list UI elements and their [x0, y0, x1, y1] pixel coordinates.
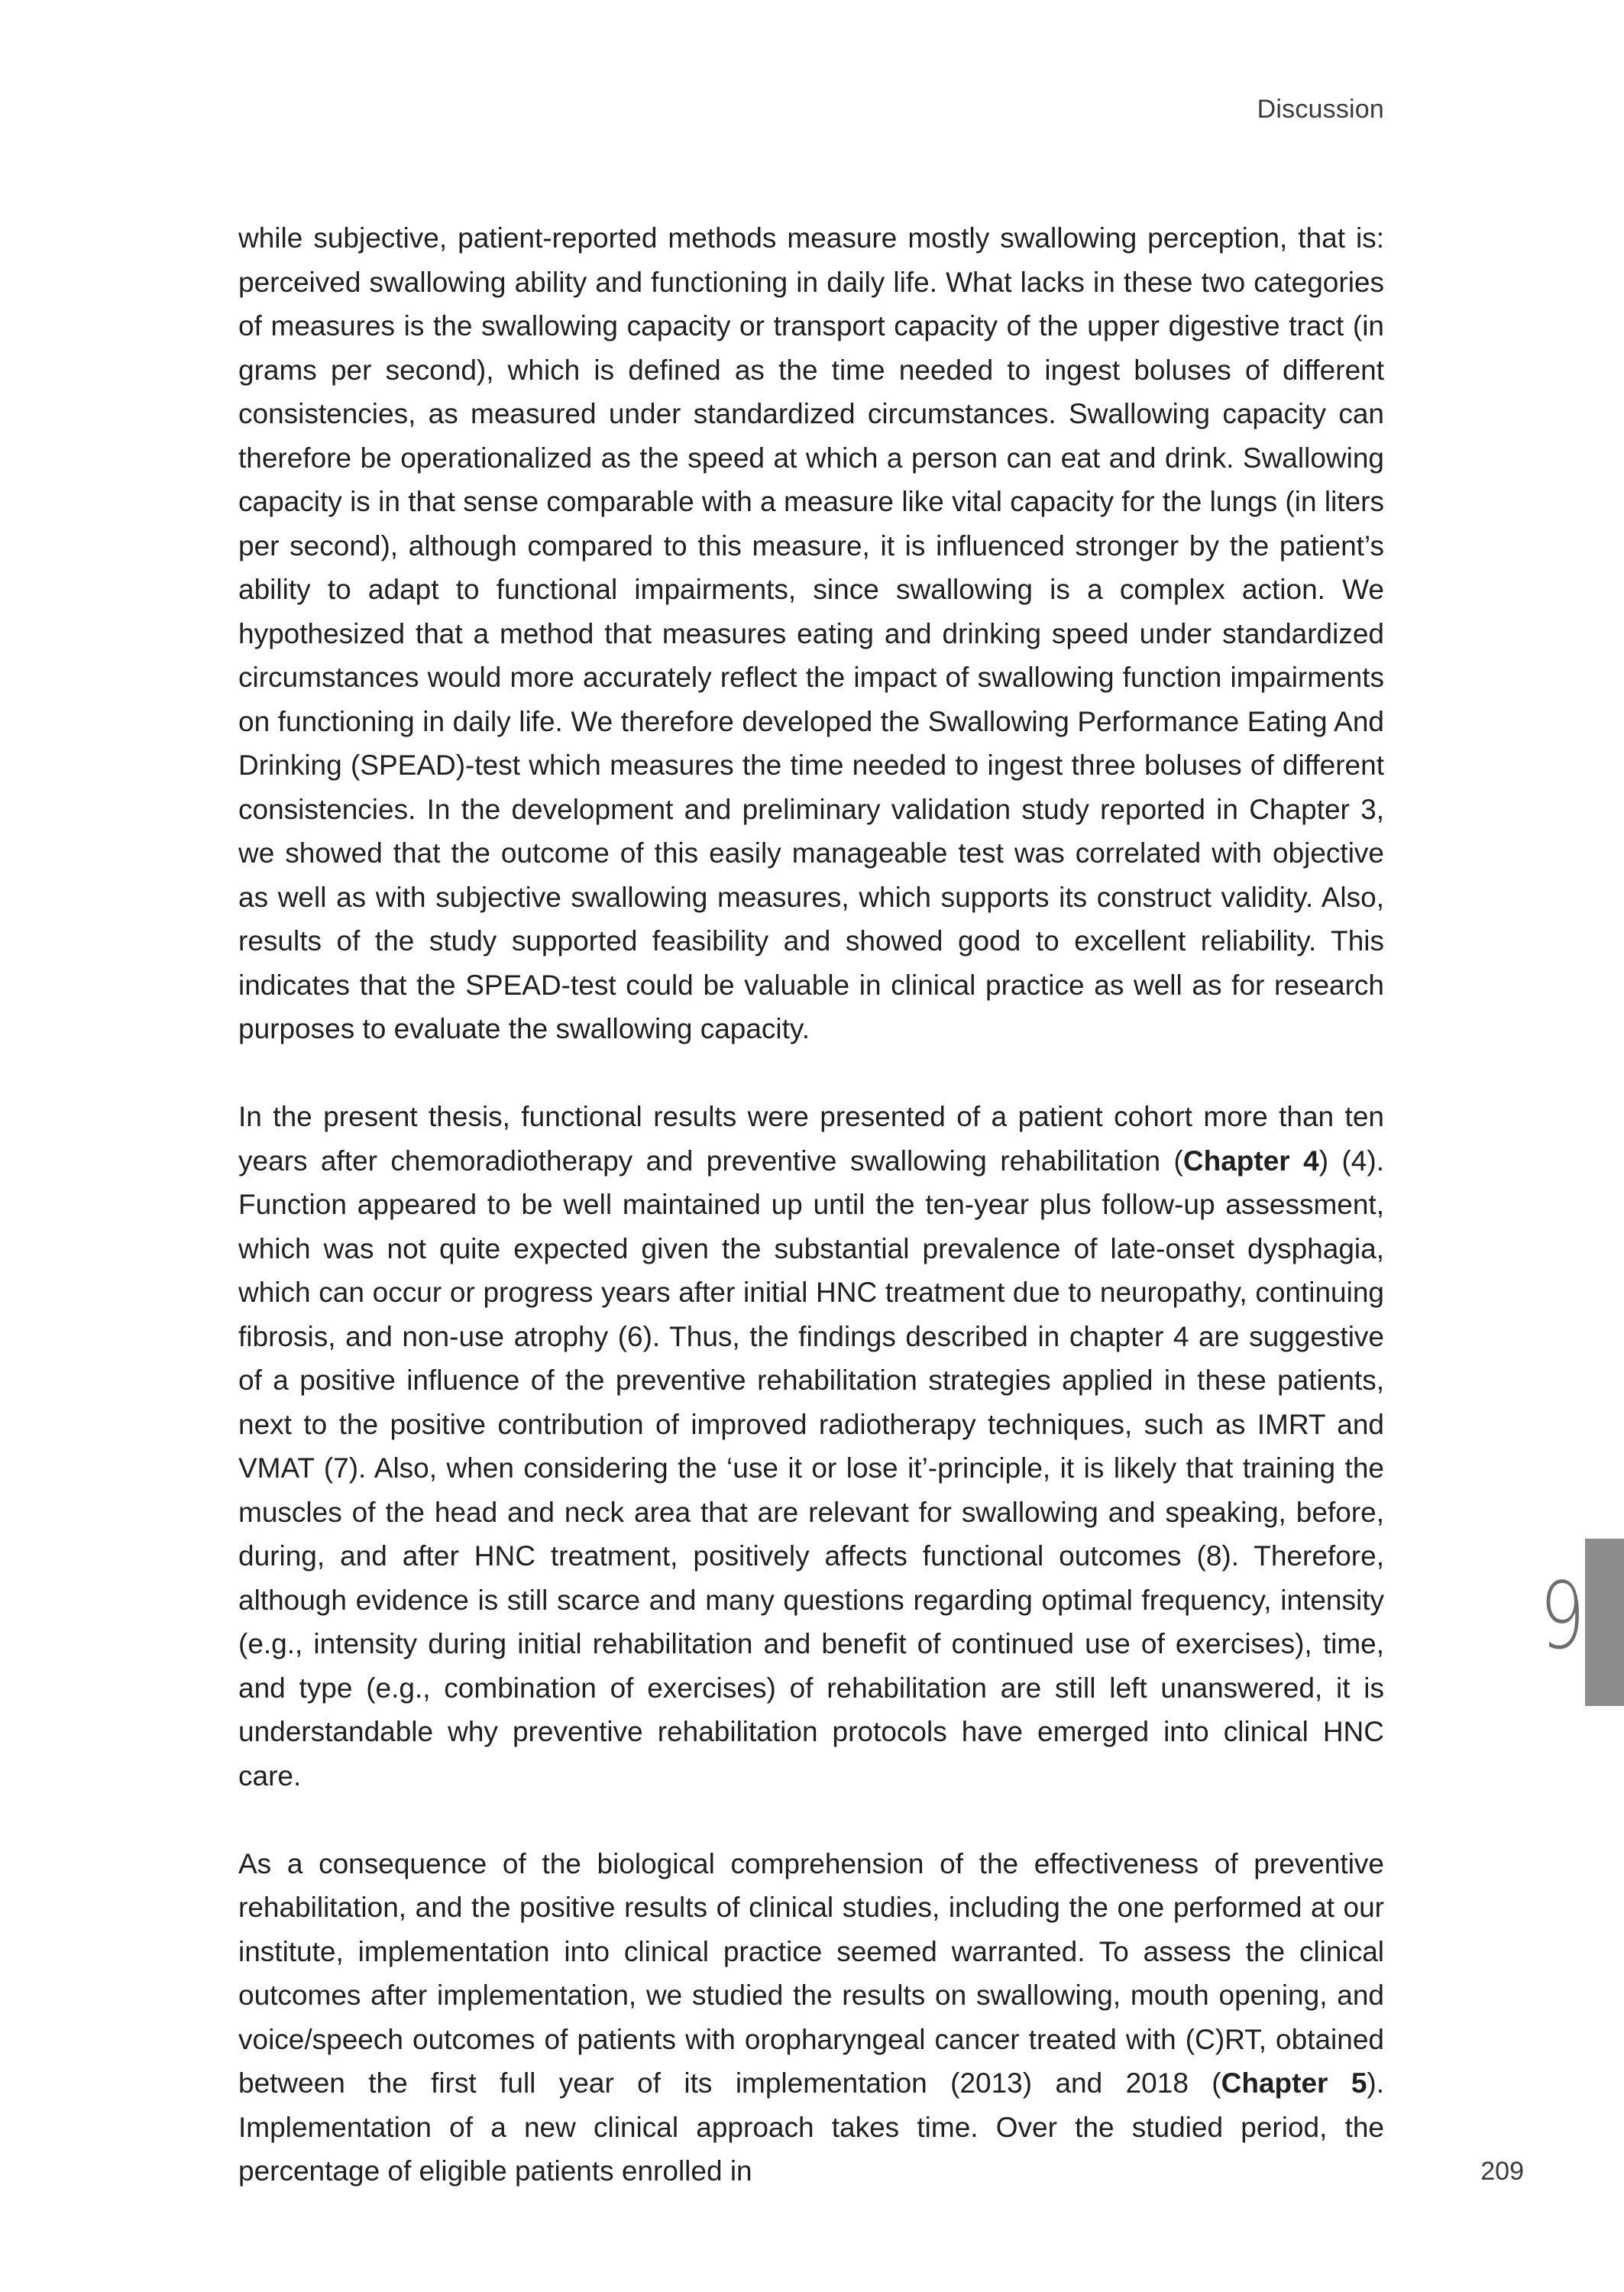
paragraph-text: As a consequence of the biological comprehension of the effectiveness of preventive rehabilitation, and the positive results of clinical studies, including the one performed at our institute, implementation into clinical practice seemed warranted. To assess the clinical outcomes after implementation, we studied the results on swallowing, mouth opening, and voice/speech outcomes of patients with oropharyngeal cancer treated with (C)RT, obtained between the first full year of its implementation (2013) and 2018 ( [238, 1847, 1384, 2099]
chapter-reference: Chapter 4 [1182, 1144, 1319, 1177]
paragraph-text: ) (4). Function appeared to be well maintained up until the ten-year plus follow-up assessment, which was not quite expected given the substantial prevalence of late-onset dysphagia, which can occur or progress years after initial HNC treatment due to neuropathy, continuing fibrosis, and non-use atrophy (6). Thus, the findings described in chapter 4 are suggestive of a positive influence of the preventive rehabilitation strategies applied in these patients, next to the positive contribution of improved radiotherapy techniques, such as IMRT and VMAT (7). Also, when considering the ‘use it or lose it’-principle, it is likely that training the muscles of the head and neck area that are relevant for swallowing and speaking, before, during, and after HNC treatment, positively affects functional outcomes (8). Therefore, although evidence is still scarce and many questions regarding optimal frequency, intensity (e.g., intensity during initial rehabilitation and benefit of continued use of exercises), time, and type (e.g., combination of exercises) of rehabilitation are still left unanswered, it is understandable why preventive rehabilitation protocols have emerged into clinical HNC care. [238, 1144, 1384, 1792]
page-number: 209 [1480, 2157, 1524, 2186]
paragraph-chapter-5 [238, 1842, 1384, 2193]
chapter-number: 9 [1539, 1564, 1585, 1670]
chapter-reference: Chapter 5 [1221, 2067, 1367, 2099]
paragraph-text: ). Implementation of a new clinical approach takes time. Over the studied period, the percentage of eligible patients enrolled in [238, 2067, 1385, 2187]
paragraph-text: In the present thesis, functional results were presented of a patient cohort more than ten years after chemoradiotherapy and preventive swallowing rehabilitation ( [238, 1101, 1384, 1177]
paragraph-text: while subjective, patient-reported methods measure mostly swallowing perception, that is: perceived swallowing ability and functioning in daily life. What lacks in these two categories of measures is the swallowing capacity or transport capacity of the upper digestive tract (in grams per second), which is defined as the time needed to ingest boluses of different consistencies, as measured under standardized circumstances. Swallowing capacity can therefore be operationalized as the speed at which a person can eat and drink. Swallowing capacity is in that sense comparable with a measure like vital capacity for the lungs (in liters per second), although compared to this measure, it is influenced stronger by the patient’s ability to adapt to functional impairments, since swallowing is a complex action. We hypothesized that a method that measures eating and drinking speed under standardized circumstances would more accurately reflect the impact of swallowing function impairments on functioning in daily life. We therefore developed the Swallowing Performance Eating And Drinking (SPEAD)-test which measures the time needed to ingest three boluses of different consistencies. In the development and preliminary validation study reported in Chapter 3, we showed that the outcome of this easily manageable test was correlated with objective as well as with subjective swallowing measures, which supports its construct validity. Also, results of the study supported feasibility and showed good to excellent reliability. This indicates that the SPEAD-test could be valuable in clinical practice as well as for research purposes to evaluate the swallowing capacity. [238, 222, 1384, 1044]
paragraph-swallowing-capacity [238, 216, 1384, 1051]
body-text [238, 216, 1384, 2193]
running-header: Discussion [1257, 95, 1384, 124]
chapter-tab [1585, 1539, 1624, 1706]
paragraph-chapter-4 [238, 1095, 1384, 1798]
